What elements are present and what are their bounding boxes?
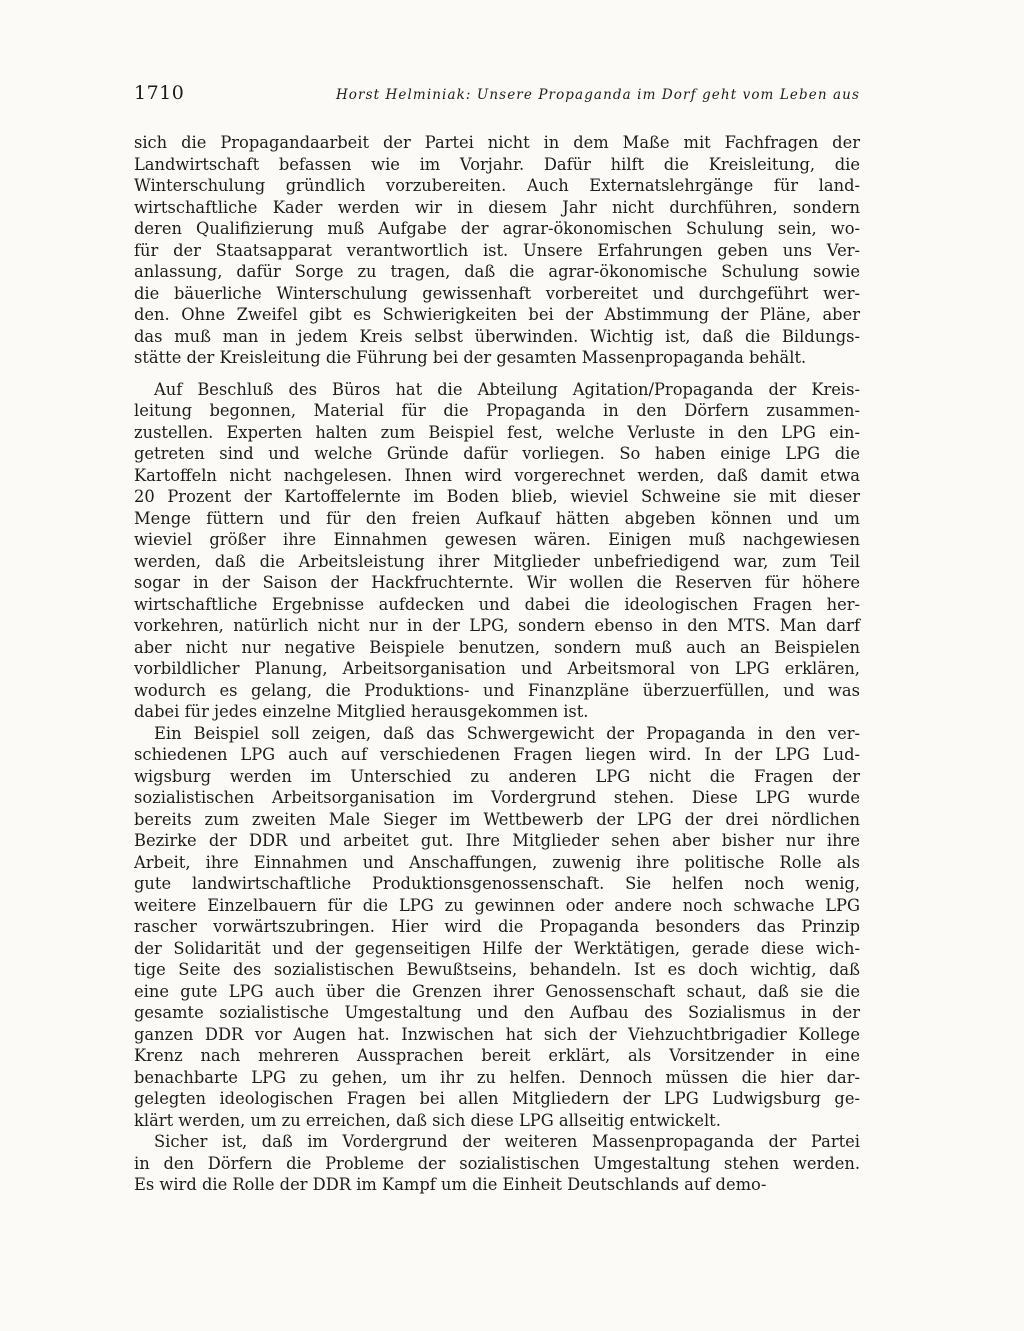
text-line: klärt werden, um zu erreichen, daß sich diese LPG allseitig entwickelt.	[134, 1110, 721, 1130]
text-line: zustellen. Experten halten zum Beispiel fest, welche Verluste in den LPG ein-	[134, 422, 860, 442]
text-line: Arbeit, ihre Einnahmen und Anschaffungen, zuwenig ihre politische Rolle als	[134, 852, 860, 872]
running-title: Horst Helminiak: Unsere Propaganda im Dorf geht vom Leben aus	[335, 87, 860, 103]
text-line: dabei für jedes einzelne Mitglied herausgekommen ist.	[134, 702, 589, 721]
text-line: Auf Beschluß des Büros hat die Abteilung Agitation/Propaganda der Kreis-	[154, 379, 860, 399]
text-line: Bezirke der DDR und arbeitet gut. Ihre Mitglieder sehen aber bisher nur ihre	[134, 831, 860, 850]
text-line: ganzen DDR vor Augen hat. Inzwischen hat sich der Viehzuchtbrigadier Kollege	[134, 1024, 860, 1044]
text-line: sozialistischen Arbeitsorganisation im Vordergrund stehen. Diese LPG wurde	[134, 788, 860, 807]
text-line: Landwirtschaft befassen wie im Vorjahr. Dafür hilft die Kreisleitung, die	[134, 154, 860, 174]
text-line: gute landwirtschaftliche Produktionsgenossenschaft. Sie helfen noch wenig,	[134, 874, 860, 893]
text-line: das muß man in jedem Kreis selbst überwinden. Wichtig ist, daß die Bildungs-	[134, 326, 860, 346]
text-line: rascher vorwärtszubringen. Hier wird die Propaganda besonders das Prinzip	[134, 917, 860, 936]
text-line: weitere Einzelbauern für die LPG zu gewinnen oder andere noch schwache LPG	[134, 895, 860, 915]
text-line: den. Ohne Zweifel gibt es Schwierigkeiten bei der Abstimmung der Pläne, aber	[134, 305, 860, 324]
text-line: Ein Beispiel soll zeigen, daß das Schwergewicht der Propaganda in den ver-	[154, 723, 860, 743]
text-line: gelegten ideologischen Fragen bei allen Mitgliedern der LPG Ludwigsburg ge-	[134, 1089, 860, 1108]
text-line: wigsburg werden im Unterschied zu anderen LPG nicht die Fragen der	[134, 766, 860, 786]
text-line: wieviel größer ihre Einnahmen gewesen wären. Einigen muß nachgewiesen	[134, 530, 860, 549]
paragraph-4	[134, 1131, 860, 1196]
text-line: Es wird die Rolle der DDR im Kampf um die Einheit Deutschlands auf demo-	[134, 1175, 767, 1194]
text-line: vorkehren, natürlich nicht nur in der LPG, sondern ebenso in den MTS. Man darf	[134, 616, 860, 635]
text-line: vorbildlicher Planung, Arbeitsorganisation und Arbeitsmoral von LPG erklären,	[134, 659, 860, 678]
text-line: anlassung, dafür Sorge zu tragen, daß die agrar-ökonomische Schulung sowie	[134, 262, 860, 281]
text-line: Winterschulung gründlich vorzubereiten. Auch Externatslehrgänge für land-	[134, 176, 860, 195]
text-line: bereits zum zweiten Male Sieger im Wettbewerb der LPG der drei nördlichen	[134, 809, 860, 829]
text-line: in den Dörfern die Probleme der sozialistischen Umgestaltung stehen werden.	[134, 1153, 860, 1173]
text-line: tige Seite des sozialistischen Bewußtseins, behandeln. Ist es doch wichtig, daß	[134, 960, 860, 979]
text-line: 20 Prozent der Kartoffelernte im Boden blieb, wieviel Schweine sie mit dieser	[134, 487, 860, 506]
text-line: Kartoffeln nicht nachgelesen. Ihnen wird vorgerechnet werden, daß damit etwa	[134, 465, 860, 485]
text-line: Krenz nach mehreren Aussprachen bereit erklärt, als Vorsitzender in eine	[134, 1046, 860, 1065]
paragraph-1	[134, 132, 860, 369]
text-line: Menge füttern und für den freien Aufkauf hätten abgeben können und um	[134, 508, 860, 528]
text-line: der Solidarität und der gegenseitigen Hilfe der Werktätigen, gerade diese wich-	[134, 938, 860, 958]
text-line: leitung begonnen, Material für die Propaganda in den Dörfern zusammen-	[134, 401, 860, 420]
paragraph-3	[134, 723, 860, 1132]
paragraph-2	[134, 379, 860, 723]
text-line: sich die Propagandaarbeit der Partei nicht in dem Maße mit Fachfragen der	[134, 133, 860, 152]
running-header	[134, 82, 860, 112]
text-line: sogar in der Saison der Hackfruchternte. Wir wollen die Reserven für höhere	[134, 573, 860, 592]
text-line: für der Staatsapparat verantwortlich ist. Unsere Erfahrungen geben uns Ver-	[134, 240, 860, 260]
text-line: stätte der Kreisleitung die Führung bei der gesamten Massenpropaganda behält.	[134, 348, 807, 367]
text-line: die bäuerliche Winterschulung gewissenhaft vorbereitet und durchgeführt wer-	[134, 283, 860, 303]
text-line: benachbarte LPG zu gehen, um ihr zu helfen. Dennoch müssen die hier dar-	[134, 1067, 860, 1087]
text-line: deren Qualifizierung muß Aufgabe der agrar-ökonomischen Schulung sein, wo-	[134, 219, 860, 238]
body-text	[134, 132, 860, 1196]
text-line: gesamte sozialistische Umgestaltung und den Aufbau des Sozialismus in der	[134, 1003, 860, 1022]
text-line: eine gute LPG auch über die Grenzen ihrer Genossenschaft schaut, daß sie die	[134, 981, 860, 1001]
text-line: wodurch es gelang, die Produktions- und Finanzpläne überzuerfüllen, und was	[134, 680, 860, 700]
text-line: werden, daß die Arbeitsleistung ihrer Mitglieder unbefriedigend war, zum Teil	[134, 551, 860, 571]
text-line: wirtschaftliche Ergebnisse aufdecken und dabei die ideologischen Fragen her-	[134, 594, 860, 614]
text-line: getreten sind und welche Gründe dafür vorliegen. So haben einige LPG die	[134, 444, 860, 463]
text-line: wirtschaftliche Kader werden wir in diesem Jahr nicht durchführen, sondern	[134, 197, 860, 217]
text-line: Sicher ist, daß im Vordergrund der weiteren Massenpropaganda der Partei	[154, 1132, 860, 1151]
text-line: aber nicht nur negative Beispiele benutzen, sondern muß auch an Beispielen	[134, 637, 860, 657]
page-number: 1710	[134, 82, 185, 104]
document-page	[134, 82, 860, 1196]
text-line: schiedenen LPG auch auf verschiedenen Fragen liegen wird. In der LPG Lud-	[134, 745, 860, 764]
